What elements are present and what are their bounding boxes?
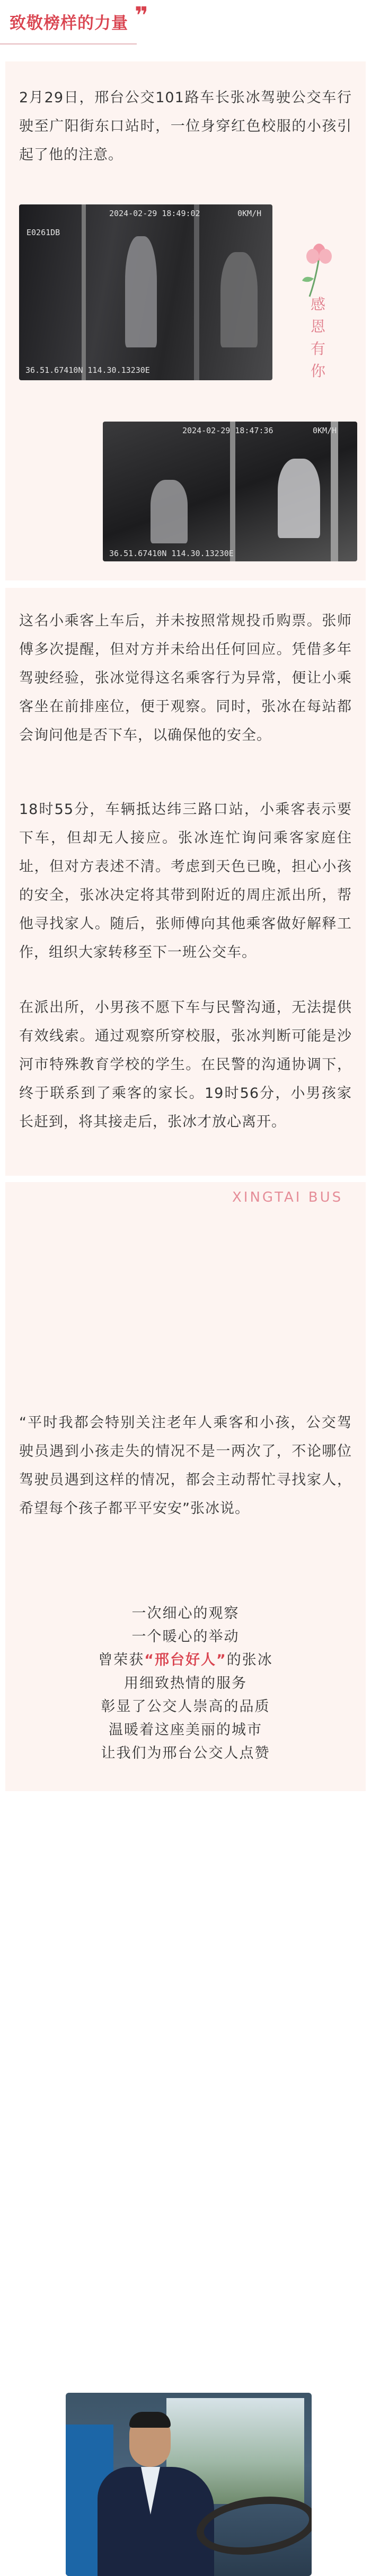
camera-timestamp: 2024-02-29 18:47:36 [182,426,273,435]
poem-line: 用细致热情的服务 [124,1675,247,1692]
driver-figure [278,459,320,538]
camera-speed: 0KM/H [237,209,262,218]
quote-mark-icon: ❞ [135,2,148,29]
flower-icon [298,241,340,300]
poem-line: 一次细心的观察 [131,1605,240,1622]
story-paragraph-1: 这名小乘客上车后，并未按照常规投币购票。张师傅多次提醒，但对方并未给出任何回应。凭借多年驾驶经验，张冰觉得这名乘客行为异常，便让小乘客坐在前排座位，便于观察。同时，张冰在每站都会询问他是否下车，以确保他的安全。 [19,613,352,744]
cctv-photo-1 [19,204,272,380]
passenger-figure [151,480,188,543]
story-card-middle [5,588,366,1176]
story-paragraph-3: 在派出所，小男孩不愿下车与民警沟通，无法提供有效线索。通过观察所穿校服，张冰判断可能是沙河市特殊教育学校的学生。在民警的沟通协调下，终于联系到了乘客的家长。19时56分，小男孩家长赶到，将其接走后，张冰才放心离开。 [19,999,352,1130]
camera-coordinates: 36.51.67410N 114.30.13230E [109,549,234,558]
poem-line: 一个暖心的举动 [131,1629,240,1645]
gratitude-side-text: 感 恩 有 你 [310,296,325,380]
poem-line: 彰显了公交人崇高的品质 [101,1698,270,1715]
driver-quote: “平时我都会特别关注老年人乘客和小孩，公交驾驶员遇到小孩走失的情况不是一两次了，不论哪位驾驶员遇到这样的情况，都会主动帮忙寻找家人，希望每个孩子都平平安安”张冰说。 [19,1415,352,1517]
cctv-photo-2 [103,422,357,561]
page-title: 致敬榜样的力量 [10,14,128,33]
intro-paragraph: 2月29日，邢台公交101路车长张冰驾驶公交车行驶至广阳街东口站时，一位身穿红色校服的小孩引起了他的注意。 [19,90,352,163]
poem-line: 让我们为邢台公交人点赞 [101,1745,270,1761]
passenger-figure [220,252,258,347]
camera-speed: 0KM/H [313,426,337,435]
poem-line: 曾荣获“邢台好人”的张冰 [98,1652,273,1668]
story-card-bottom [5,1182,366,1791]
story-card-top [5,61,366,580]
header [0,0,371,44]
highlight-title: “邢台好人” [144,1652,227,1668]
driver-photo [66,2393,312,2576]
camera-label: E0261DB [26,228,60,237]
header-underline [0,43,137,44]
camera-timestamp: 2024-02-29 18:49:02 [109,209,200,218]
story-paragraph-2: 18时55分，车辆抵达纬三路口站，小乘客表示要下车，但却无人接应。张冰连忙询问乘客家庭住址，但对方表述不清。考虑到天色已晚，担心小孩的安全，张冰决定将其带到附近的周庄派出所，帮他寻找家人。随后，张师傅向其他乘客做好解释工作，组织大家转移至下一班公交车。 [19,801,352,961]
poem-line: 温暖着这座美丽的城市 [109,1722,262,1738]
camera-coordinates: 36.51.67410N 114.30.13230E [25,365,150,375]
brand-label: XINGTAI BUS [232,1189,343,1205]
passenger-figure [125,236,157,347]
